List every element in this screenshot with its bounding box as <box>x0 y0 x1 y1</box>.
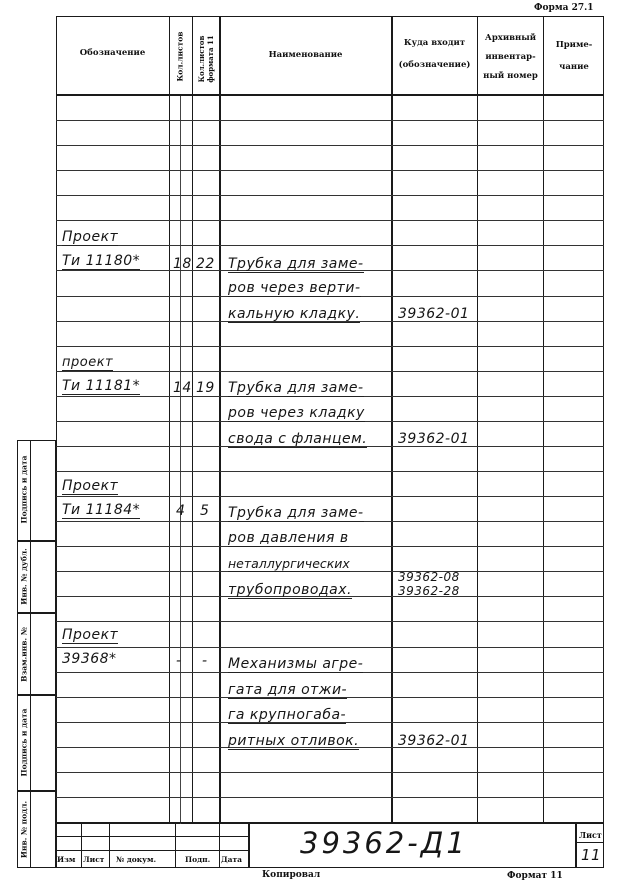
entry-4-name-line-2: гата для отжи- <box>228 682 348 698</box>
entry-4-name-line-4: ритных отливок. <box>228 733 360 749</box>
entry-1-format-sheets: 22 <box>196 256 215 272</box>
row-line <box>56 621 604 622</box>
entry-4-where-used: 39362-01 <box>398 733 470 749</box>
entry-2-sheets: 14 <box>173 380 192 396</box>
entry-4-name-line-1: Механизмы агре- <box>228 656 364 672</box>
entry-3-section: Проект <box>62 478 119 494</box>
entry-2-format-sheets: 19 <box>196 380 215 396</box>
row-line <box>56 170 604 171</box>
entry-1-sheets: 18 <box>173 256 192 272</box>
header-archive-2: инвентар- <box>485 52 536 62</box>
entry-1-where-used: 39362-01 <box>398 306 470 322</box>
col-data: Дата <box>221 855 243 864</box>
entry-3-sheets: 4 <box>176 503 186 519</box>
row-line <box>56 245 604 246</box>
header-archive-3: ный номер <box>483 71 538 81</box>
header-archive-1: Архивный <box>484 33 537 43</box>
row-line <box>56 145 604 146</box>
entry-1-name-line-1: Трубка для заме- <box>228 256 364 272</box>
entry-1-designation: Ти 11180* <box>62 253 141 269</box>
entry-1-name-line-3: кальную кладку. <box>228 306 361 322</box>
row-line <box>56 195 604 196</box>
col-dokum: № докум. <box>116 855 157 864</box>
sheet-label: Лист <box>579 830 602 840</box>
entry-4-name-line-3: га крупногаба- <box>228 707 347 723</box>
row-line <box>56 120 604 121</box>
header-note-2: чание <box>559 62 589 72</box>
row-line <box>56 772 604 773</box>
row-line <box>56 496 604 497</box>
footer-copied: Копировал <box>262 870 321 880</box>
form-label: Форма 27.1 <box>534 3 594 13</box>
stamp-podpis-data-2: Подпись и дата <box>19 708 29 777</box>
row-line <box>56 647 604 648</box>
entry-4-format-sheets: - <box>202 653 208 669</box>
sheet-number: 11 <box>581 846 602 864</box>
entry-3-name-line-1: Трубка для заме- <box>228 505 364 521</box>
entry-3-where-used-2: 39362-28 <box>398 584 460 598</box>
header-sheets-count: Кол.листов <box>175 31 185 82</box>
entry-2-designation: Ти 11181* <box>62 378 141 394</box>
col-list: Лист <box>83 855 105 864</box>
header-sheets-format: Кол.листов формата 11 <box>197 35 215 83</box>
entry-4-designation: 39368* <box>62 651 117 667</box>
document-number: 39362-Д1 <box>300 826 468 860</box>
entry-2-where-used: 39362-01 <box>398 431 470 447</box>
row-line <box>56 346 604 347</box>
entry-3-where-used-1: 39362-08 <box>398 570 460 584</box>
entry-2-name-line-2: ров через кладку <box>228 405 365 421</box>
col-izm: Изм <box>57 855 76 864</box>
entry-3-name-line-4: трубопроводах. <box>228 582 352 598</box>
stamp-vzam-inv: Взам.инв. № <box>19 627 29 682</box>
row-line <box>56 797 604 798</box>
entry-3-name-line-2: ров давления в <box>228 530 349 546</box>
stamp-inv-podl: Инв. № подл. <box>19 800 29 859</box>
entry-2-section: проект <box>62 355 114 370</box>
entry-1-name-line-2: ров через верти- <box>228 280 361 296</box>
stamp-inv-dubl: Инв. № дубл. <box>19 548 29 605</box>
col-podp: Подп. <box>185 855 211 864</box>
header-name: Наименование <box>268 50 343 60</box>
entry-3-name-line-3: неталлургических <box>228 556 350 571</box>
entry-3-designation: Ти 11184* <box>62 502 141 518</box>
entry-2-name-line-3: свода с фланцем. <box>228 431 368 447</box>
entry-4-sheets: - <box>176 653 182 669</box>
header-where-used-2: (обозначение) <box>398 60 471 70</box>
entry-4-section: Проект <box>62 627 119 643</box>
row-line <box>56 220 604 221</box>
row-line <box>56 471 604 472</box>
footer-format: Формат 11 <box>507 871 563 881</box>
header-designation: Обозначение <box>79 48 146 58</box>
entry-3-format-sheets: 5 <box>200 503 210 519</box>
header-where-used-1: Куда входит <box>403 38 466 48</box>
stamp-podpis-data-1: Подпись и дата <box>19 455 29 524</box>
entry-1-section: Проект <box>62 229 119 245</box>
header-note-1: Приме- <box>555 40 593 50</box>
entry-2-name-line-1: Трубка для заме- <box>228 380 364 396</box>
row-line <box>56 371 604 372</box>
